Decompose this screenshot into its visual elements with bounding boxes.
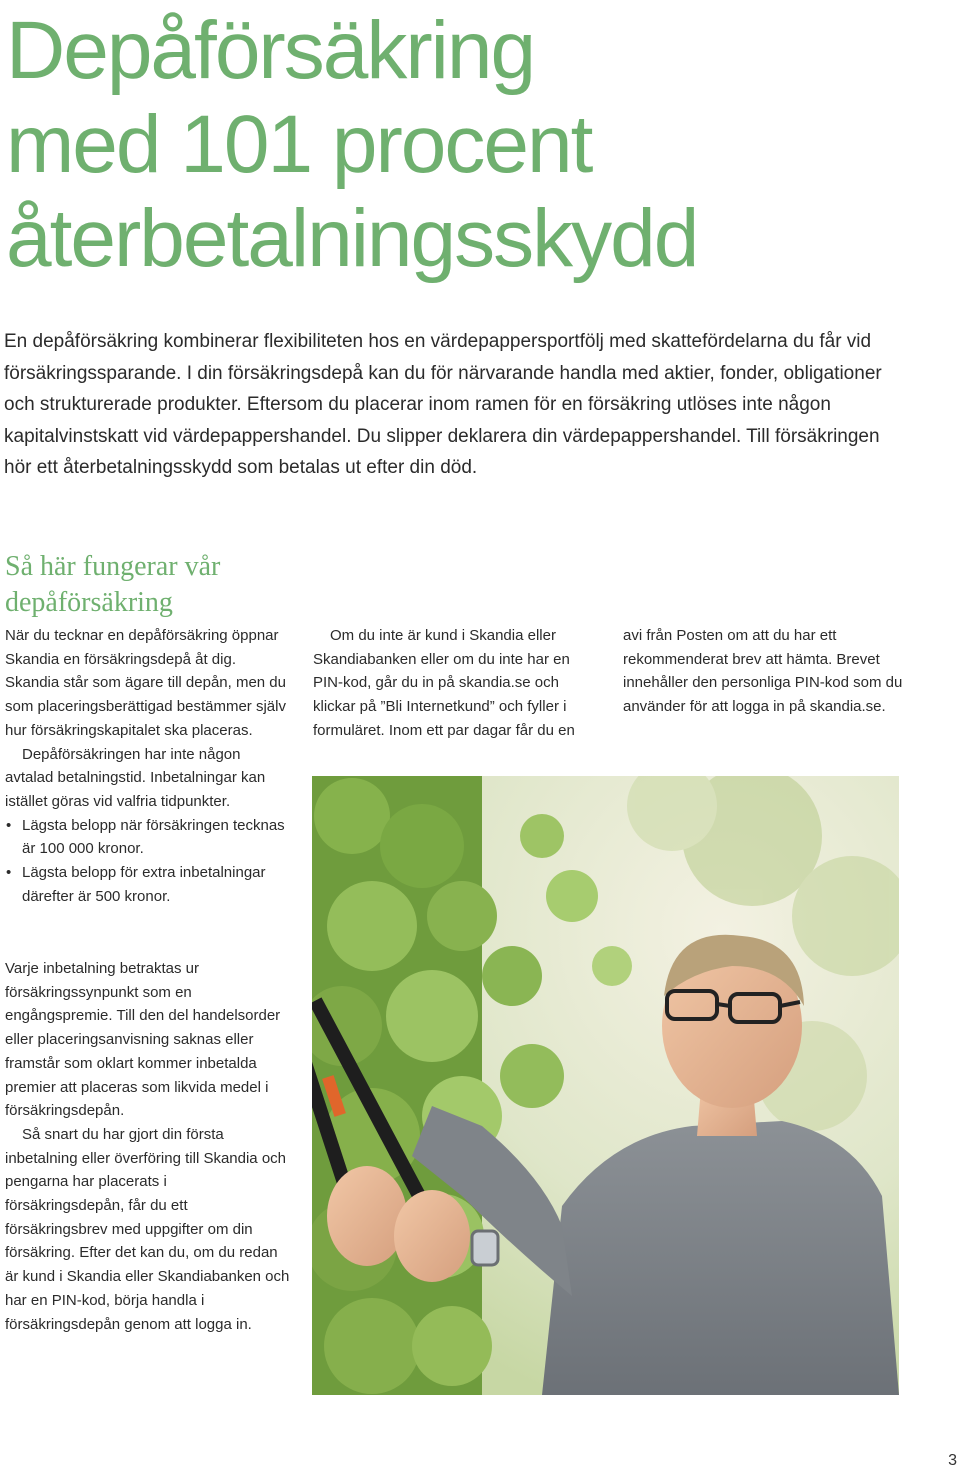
bullet-list: [5, 814, 290, 909]
photo-man-pruning-hedge: [312, 776, 899, 1395]
paragraph: Så snart du har gjort din första inbetalning eller överföring till Skandia och pengarna har placerats i försäkringsdepån, får du ett försäkringsbrev med uppgifter om din försäkring. Efter det kan du, om du redan är kund i Skandia eller Skandiabanken och har en PIN-kod, börja handla i försäkringsdepån genom att logga in.: [5, 1125, 290, 1333]
paragraph: Depåförsäkringen har inte någon avtalad betalningstid. Inbetalningar kan istället göras vid valfria tidpunkter.: [5, 745, 266, 810]
intro-paragraph: En depåförsäkring kombinerar flexibiliteten hos en värdepappersportfölj med skattefördelarna du får vid försäkringssparande. I din försäkringsdepå kan du för närvarande handla med aktier, fonder, obligationer och strukturerade produkter. Eftersom du placerar inom ramen för en försäkring utlöses inte någon kapitalvinstskatt vid värdepappershandel. Du slipper deklarera din värdepappershandel. Till försäkringen hör ett återbetalningsskydd som betalas ut efter din död.: [4, 331, 882, 478]
photo-illustration: [312, 776, 899, 1395]
list-item-text: Lägsta belopp när försäkringen tecknas är 100 000 kronor.: [22, 816, 285, 858]
title-line-3: återbetalningsskydd: [6, 193, 698, 284]
paragraph: Varje inbetalning betraktas ur försäkringssynpunkt som en engångspremie. Till den del handelsorder eller placeringsanvisning saknas eller framstår som oklart kommer inbetalda premier att placeras som likvida medel i försäkringsdepån.: [5, 960, 281, 1120]
page-number: 3: [948, 1452, 957, 1469]
list-item-text: Lägsta belopp för extra inbetalningar därefter är 500 kronor.: [22, 864, 266, 905]
column-1: [5, 624, 290, 908]
paragraph: avi från Posten om att du har ett rekommenderat brev att hämta. Brevet innehåller den personliga PIN-kod som du använder för att logga in på skandia.se.: [623, 627, 903, 716]
column-4: [623, 624, 913, 719]
section-heading: [5, 549, 220, 621]
bullet-icon: •: [6, 816, 12, 834]
paragraph: Om du inte är kund i Skandia eller Skandiabanken eller om du inte har en PIN-kod, går du in på skandia.se och klickar på ”Bli Internetkund” och fyller i formuläret. Inom ett par dagar får du en: [313, 627, 575, 739]
column-3: [313, 624, 598, 743]
section-heading-line-2: depåförsäkring: [5, 587, 173, 618]
title-line-1: Depåförsäkring: [6, 5, 535, 96]
paragraph: När du tecknar en depåförsäkring öppnar Skandia en försäkringsdepå åt dig. Skandia står som ägare till depån, men du som placeringsberättigad bestämmer själv hur försäkringskapitalet ska placeras.: [5, 627, 286, 739]
list-item: [5, 861, 290, 908]
column-2: [5, 957, 290, 1336]
page-title: [6, 4, 697, 286]
bullet-icon: •: [6, 864, 12, 882]
list-item: [5, 814, 290, 861]
title-line-2: med 101 procent: [6, 99, 592, 190]
section-heading-line-1: Så här fungerar vår: [5, 551, 221, 582]
